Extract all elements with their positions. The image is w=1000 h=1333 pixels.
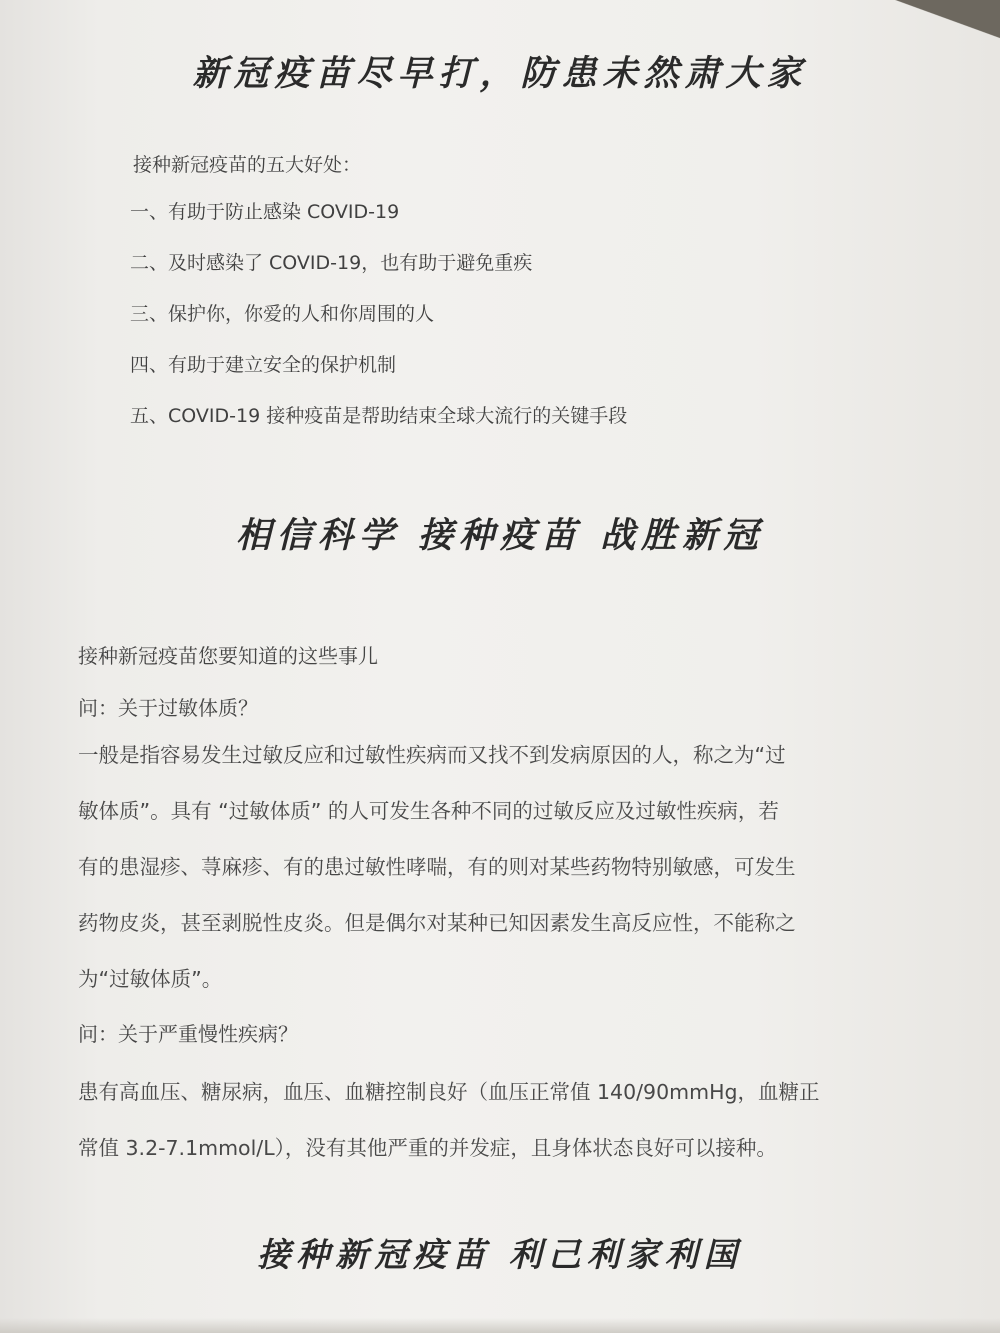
faq-subtitle: 接种新冠疫苗您要知道的这些事儿 bbox=[78, 644, 378, 668]
background-table-corner bbox=[880, 0, 1000, 40]
answer-line: 常值 3.2-7.1mmol/L），没有其他严重的并发症，且身体状态良好可以接种。 bbox=[78, 1136, 777, 1160]
middle-slogan: 相信科学 接种疫苗 战胜新冠 bbox=[235, 515, 765, 556]
benefits-list bbox=[130, 198, 627, 453]
faq-answer-chronic bbox=[78, 1078, 820, 1190]
benefit-item: 三、保护你，你爱的人和你周围的人 bbox=[130, 303, 435, 325]
answer-line: 为“过敏体质”。 bbox=[78, 967, 223, 991]
paper-bottom-shadow bbox=[0, 1318, 1000, 1333]
faq-question-allergy: 问：关于过敏体质？ bbox=[78, 696, 258, 720]
answer-line: 药物皮炎，甚至剥脱性皮炎。但是偶尔对某种已知因素发生高反应性，不能称之 bbox=[78, 911, 796, 935]
benefit-item: 一、有助于防止感染 COVID-19 bbox=[130, 201, 400, 223]
benefit-item: 四、有助于建立安全的保护机制 bbox=[130, 354, 397, 376]
faq-question-chronic: 问：关于严重慢性疾病？ bbox=[78, 1022, 298, 1046]
answer-line: 一般是指容易发生过敏反应和过敏性疾病而又找不到发病原因的人，称之为“过 bbox=[78, 743, 786, 767]
faq-answer-allergy bbox=[78, 741, 796, 1021]
benefit-item: 二、及时感染了 COVID-19，也有助于避免重疾 bbox=[130, 252, 533, 274]
benefits-intro: 接种新冠疫苗的五大好处： bbox=[133, 154, 362, 176]
top-title: 新冠疫苗尽早打，防患未然肃大家 bbox=[192, 53, 808, 94]
benefit-item: 五、COVID-19 接种疫苗是帮助结束全球大流行的关键手段 bbox=[130, 405, 628, 427]
answer-line: 有的患湿疹、荨麻疹、有的患过敏性哮喘，有的则对某些药物特别敏感，可发生 bbox=[78, 855, 796, 879]
bottom-slogan: 接种新冠疫苗 利己利家利国 bbox=[257, 1235, 743, 1274]
answer-line: 敏体质”。具有 “过敏体质” 的人可发生各种不同的过敏反应及过敏性疾病，若 bbox=[78, 799, 779, 823]
answer-line: 患有高血压、糖尿病，血压、血糖控制良好（血压正常值 140/90mmHg，血糖正 bbox=[78, 1080, 820, 1104]
